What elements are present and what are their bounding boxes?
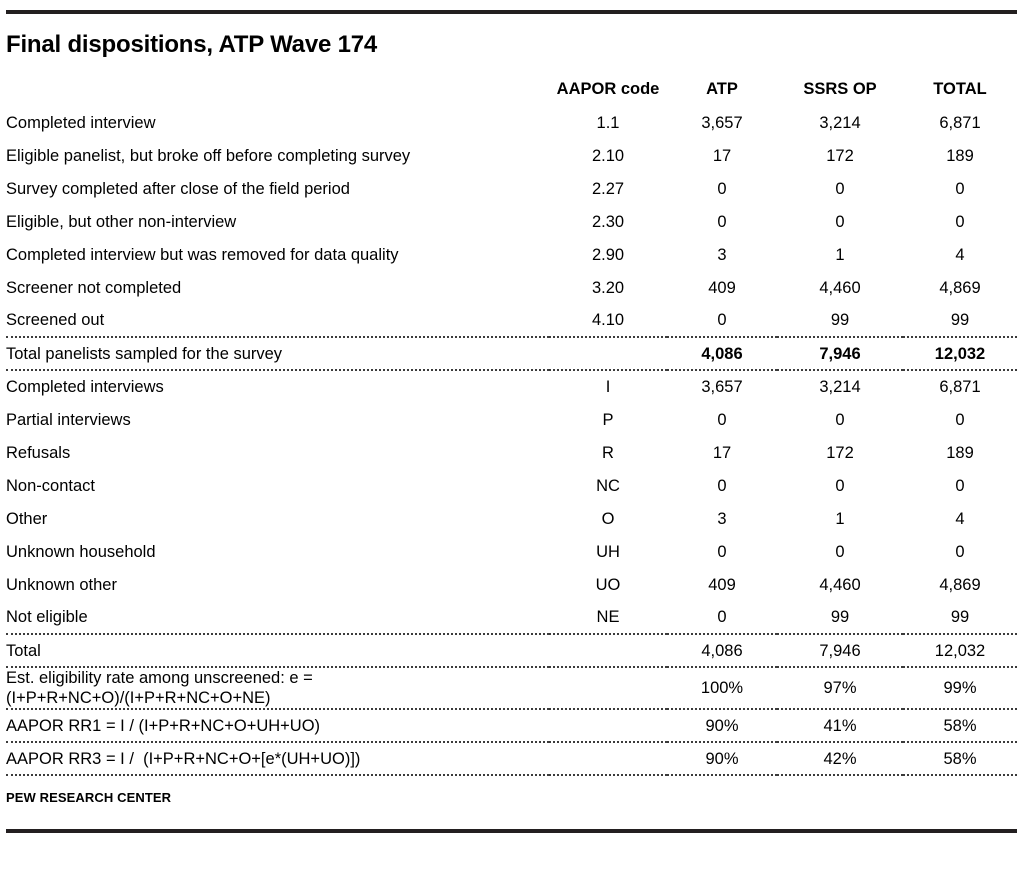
row-code: 4.10	[591, 311, 625, 329]
row-label: Other	[6, 509, 48, 528]
row-ssrs: 172	[826, 146, 854, 165]
row-total: 4,869	[939, 575, 981, 594]
table-row	[6, 304, 1017, 337]
table-row	[6, 502, 1017, 535]
rate-atp: 90%	[667, 742, 777, 775]
total-row	[6, 634, 1017, 667]
rate-label	[6, 667, 549, 709]
row-label: Unknown household	[6, 542, 156, 561]
row-code: P	[602, 410, 614, 429]
subtotal-atp: 4,086	[667, 337, 777, 370]
row-total: 4	[955, 509, 965, 528]
total-label: Total	[6, 634, 549, 667]
table-row	[6, 139, 1017, 172]
row-code: I	[605, 378, 611, 396]
row-label: Survey completed after close of the field period	[6, 179, 350, 198]
row-ssrs: 0	[835, 179, 845, 198]
page-title: Final dispositions, ATP Wave 174	[6, 31, 378, 58]
rate-ssrs: 41%	[777, 709, 903, 742]
row-ssrs: 1	[835, 509, 845, 528]
table-row	[6, 205, 1017, 238]
row-total: 6,871	[939, 378, 981, 396]
row-atp: 3,657	[701, 113, 743, 132]
table-row	[6, 601, 1017, 634]
rate-ssrs: 42%	[777, 742, 903, 775]
row-code: 3.20	[591, 278, 625, 297]
row-code: 1.1	[596, 113, 620, 132]
column-header-label	[6, 72, 549, 106]
row-total: 6,871	[939, 113, 981, 132]
rate-total: 99%	[903, 667, 1017, 709]
table-row	[6, 535, 1017, 568]
rate-label: AAPOR RR1 = I / (I+P+R+NC+O+UH+UO)	[6, 709, 549, 742]
table-body	[6, 106, 1017, 775]
row-atp: 0	[717, 608, 727, 626]
rate-row-eligibility	[6, 667, 1017, 709]
row-total: 0	[955, 179, 965, 198]
table-row	[6, 106, 1017, 139]
row-total: 189	[946, 146, 974, 165]
row-code: UH	[596, 542, 620, 561]
row-total: 4,869	[939, 278, 981, 297]
row-code: 2.10	[591, 146, 625, 165]
row-label: Unknown other	[6, 575, 117, 594]
row-label: Refusals	[6, 443, 71, 462]
header-row	[6, 72, 1017, 106]
rate-label-line1: Est. eligibility rate among unscreened: e =	[6, 669, 313, 687]
dispositions-table	[6, 72, 1017, 776]
table-row	[6, 238, 1017, 271]
row-label: Screened out	[6, 311, 105, 329]
total-total: 12,032	[903, 634, 1017, 667]
rate-row-rr3	[6, 742, 1017, 775]
table-page	[0, 10, 1023, 884]
rate-atp: 90%	[667, 709, 777, 742]
bottom-rule	[6, 829, 1017, 833]
rate-ssrs: 97%	[777, 667, 903, 709]
row-ssrs: 99	[830, 608, 850, 626]
row-atp: 409	[708, 575, 736, 594]
rate-code	[549, 742, 667, 775]
row-atp: 0	[717, 179, 727, 198]
rate-code	[549, 709, 667, 742]
row-label: Completed interview	[6, 113, 156, 132]
subtotal-label: Total panelists sampled for the survey	[6, 337, 549, 370]
row-code: NC	[596, 476, 620, 495]
table-row	[6, 403, 1017, 436]
row-label: Completed interviews	[6, 378, 164, 396]
row-label: Eligible, but other non-interview	[6, 212, 237, 231]
row-total: 4	[955, 245, 965, 264]
row-total: 0	[955, 476, 965, 495]
total-code	[549, 634, 667, 667]
table-row	[6, 436, 1017, 469]
row-code: UO	[595, 575, 621, 594]
row-atp: 0	[717, 311, 727, 329]
row-label: Completed interview but was removed for data quality	[6, 245, 399, 264]
row-ssrs: 0	[835, 410, 845, 429]
row-total: 99	[950, 311, 970, 329]
row-ssrs: 0	[835, 542, 845, 561]
row-total: 0	[955, 410, 965, 429]
row-atp: 0	[717, 542, 727, 561]
table-row	[6, 271, 1017, 304]
table-header	[6, 72, 1017, 106]
row-total: 99	[950, 608, 970, 626]
total-ssrs: 7,946	[777, 634, 903, 667]
subtotal-ssrs: 7,946	[777, 337, 903, 370]
column-header-ssrs-op: SSRS OP	[803, 79, 877, 98]
row-ssrs: 4,460	[819, 575, 861, 594]
row-code: R	[602, 443, 614, 462]
row-code: O	[601, 509, 615, 528]
subtotal-row	[6, 337, 1017, 370]
row-atp: 0	[717, 476, 727, 495]
rate-total: 58%	[903, 742, 1017, 775]
rate-label-line2: (I+P+R+NC+O)/(I+P+R+NC+O+NE)	[6, 689, 271, 707]
row-atp: 3	[717, 509, 727, 528]
rate-total: 58%	[903, 709, 1017, 742]
column-header-aapor-code: AAPOR code	[556, 79, 660, 98]
row-atp: 409	[708, 278, 736, 297]
row-label: Partial interviews	[6, 410, 131, 429]
row-total: 0	[955, 212, 965, 231]
row-ssrs: 0	[835, 476, 845, 495]
table-row	[6, 172, 1017, 205]
row-ssrs: 99	[830, 311, 850, 329]
row-atp: 0	[717, 410, 727, 429]
row-label: Screener not completed	[6, 278, 182, 297]
row-code: NE	[596, 608, 620, 626]
row-code: 2.90	[591, 245, 625, 264]
total-atp: 4,086	[667, 634, 777, 667]
rate-atp: 100%	[667, 667, 777, 709]
table-row	[6, 469, 1017, 502]
column-header-total: TOTAL	[933, 79, 987, 98]
subtotal-total: 12,032	[903, 337, 1017, 370]
row-ssrs: 0	[835, 212, 845, 231]
row-code: 2.27	[591, 179, 625, 198]
row-atp: 3,657	[701, 378, 743, 396]
table-row	[6, 568, 1017, 601]
row-total: 189	[946, 443, 974, 462]
row-ssrs: 172	[826, 443, 854, 462]
top-rule	[6, 10, 1017, 14]
row-atp: 17	[712, 146, 732, 165]
rate-code	[549, 667, 667, 709]
rate-row-rr1	[6, 709, 1017, 742]
rate-label: AAPOR RR3 = I / (I+P+R+NC+O+[e*(UH+UO)])	[6, 742, 549, 775]
source-footer: PEW RESEARCH CENTER	[6, 790, 172, 805]
row-ssrs: 4,460	[819, 278, 861, 297]
row-label: Eligible panelist, but broke off before completing survey	[6, 146, 411, 165]
row-ssrs: 3,214	[819, 113, 861, 132]
row-code: 2.30	[591, 212, 625, 231]
row-label: Not eligible	[6, 608, 88, 626]
row-ssrs: 1	[835, 245, 845, 264]
row-atp: 17	[712, 443, 732, 462]
row-atp: 3	[717, 245, 727, 264]
row-label: Non-contact	[6, 476, 95, 495]
row-atp: 0	[717, 212, 727, 231]
table-row	[6, 370, 1017, 403]
row-total: 0	[955, 542, 965, 561]
subtotal-code	[549, 337, 667, 370]
column-header-atp: ATP	[706, 79, 738, 98]
row-ssrs: 3,214	[819, 378, 861, 396]
